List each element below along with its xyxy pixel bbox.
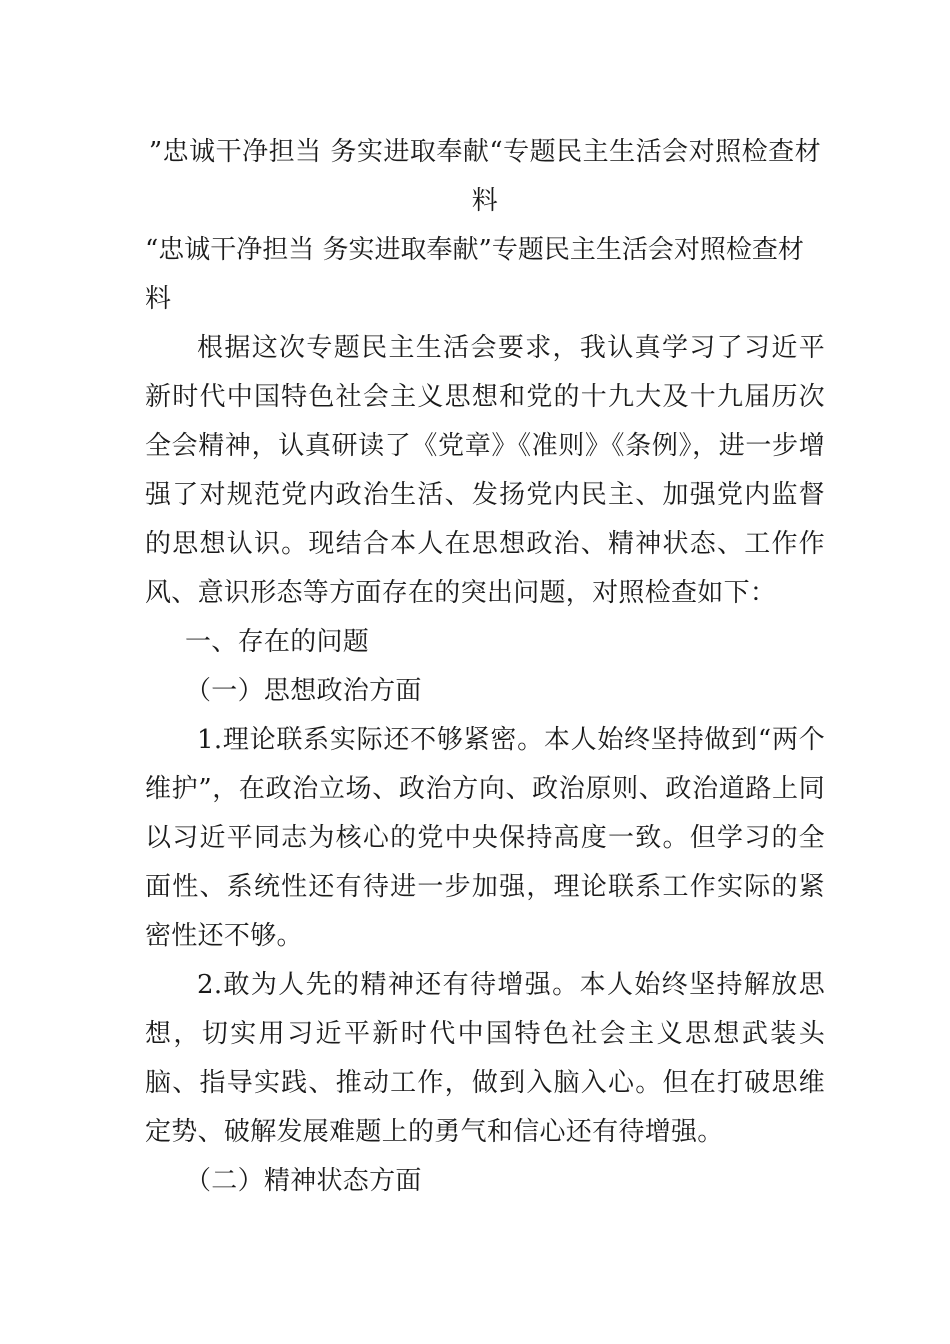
document-page: [145, 128, 825, 1206]
document-subtitle: “忠诚干净担当 务实进取奉献”专题民主生活会对照检查材料: [145, 235, 804, 314]
section-heading-problems: 一、存在的问题: [185, 627, 370, 657]
item-paragraph-2: 2.敢为人先的精神还有待增强。本人始终坚持解放思想，切实用习近平新时代中国特色社会主义思想武装头脑、指导实践、推动工作，做到入脑入心。但在打破思维定势、破解发展难题上的勇气和信心还有待增强。: [145, 970, 825, 1147]
document-title: ”忠诚干净担当 务实进取奉献“专题民主生活会对照检查材料: [148, 137, 822, 216]
item-paragraph-1: 1.理论联系实际还不够紧密。本人始终坚持做到“两个维护”，在政治立场、政治方向、政治原则、政治道路上同以习近平同志为核心的党中央保持高度一致。但学习的全面性、系统性还有待进一步加强，理论联系工作实际的紧密性还不够。: [145, 725, 825, 951]
intro-paragraph: 根据这次专题民主生活会要求，我认真学习了习近平新时代中国特色社会主义思想和党的十九大及十九届历次全会精神，认真研读了《党章》《准则》《条例》，进一步增强了对规范党内政治生活、发扬党内民主、加强党内监督的思想认识。现结合本人在思想政治、精神状态、工作作风、意识形态等方面存在的突出问题，对照检查如下：: [145, 333, 825, 608]
subsection-heading-spirit: （二）精神状态方面: [185, 1166, 422, 1196]
subsection-heading-political: （一）思想政治方面: [185, 676, 422, 706]
